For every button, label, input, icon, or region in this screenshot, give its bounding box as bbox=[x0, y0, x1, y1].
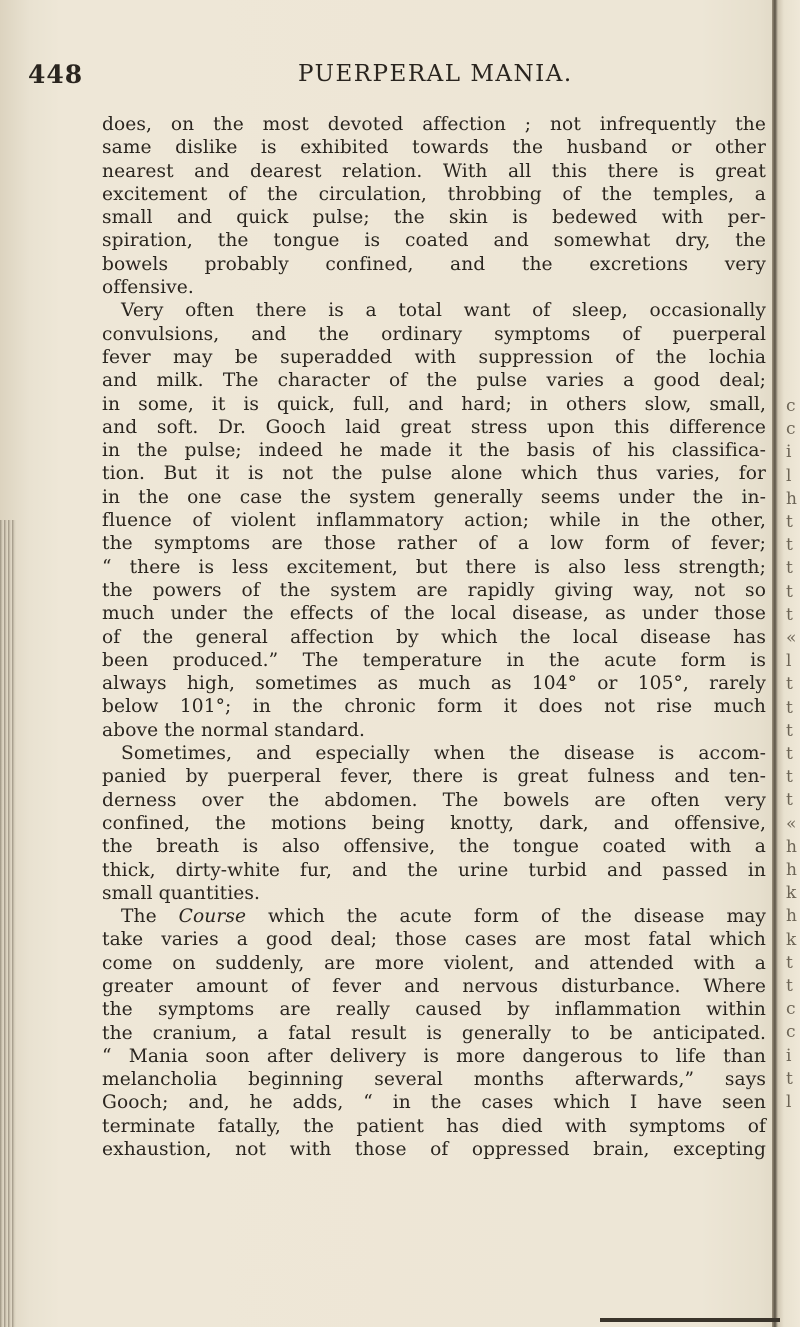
text-line: in the pulse; indeed he made it the basis of his classifica- bbox=[102, 440, 766, 462]
page-gutter bbox=[0, 520, 16, 1327]
text-line: been produced.” The temperature in the acute form is bbox=[102, 649, 766, 671]
text-line: the cranium, a fatal result is generally to be anticipated. bbox=[102, 1022, 766, 1044]
text-line: the breath is also offensive, the tongue coated with a bbox=[102, 836, 766, 858]
text-line: in some, it is quick, full, and hard; in others slow, small, bbox=[102, 393, 766, 415]
text-line: much under the effects of the local disease, as under those bbox=[102, 603, 766, 625]
page-number: 448 bbox=[28, 60, 84, 89]
running-head: PUERPERAL MANIA. bbox=[298, 61, 573, 87]
text-line: offensive. bbox=[102, 277, 194, 299]
text-line: Gooch; and, he adds, “ in the cases which I have seen bbox=[102, 1092, 766, 1114]
text-line: in the one case the system generally seems under the in- bbox=[102, 486, 766, 508]
text-line: same dislike is exhibited towards the husband or other bbox=[102, 137, 766, 159]
body-text bbox=[102, 113, 766, 1161]
text-line-course bbox=[102, 905, 766, 928]
text-line: nearest and dearest relation. With all this there is great bbox=[102, 160, 766, 182]
text-line: come on suddenly, are more violent, and attended with a bbox=[102, 952, 766, 974]
text-line: small and quick pulse; the skin is bedewed with per- bbox=[102, 207, 766, 229]
text-line: and milk. The character of the pulse varies a good deal; bbox=[102, 370, 766, 392]
text-line: fever may be superadded with suppression of the lochia bbox=[102, 346, 766, 368]
text-line: the powers of the system are rapidly giving way, not so bbox=[102, 579, 766, 601]
text-line: confined, the motions being knotty, dark, and offensive, bbox=[102, 812, 766, 834]
course-italic-word: Course bbox=[178, 906, 247, 928]
text-line: small quantities. bbox=[102, 882, 260, 904]
text-line: above the normal standard. bbox=[102, 719, 365, 741]
text-line: greater amount of fever and nervous disturbance. Where bbox=[102, 975, 766, 997]
text-line: thick, dirty-white fur, and the urine turbid and passed in bbox=[102, 859, 766, 881]
text-line: the symptoms are really caused by inflammation within bbox=[102, 999, 766, 1021]
text-line: below 101°; in the chronic form it does not rise much bbox=[102, 696, 766, 718]
text-line: terminate fatally, the patient has died with symptoms of bbox=[102, 1115, 766, 1137]
text-line: excitement of the circulation, throbbing of the temples, a bbox=[102, 183, 766, 205]
text-line: fluence of violent inflammatory action; while in the other, bbox=[102, 510, 766, 532]
text-line: take varies a good deal; those cases are most fatal which bbox=[102, 929, 766, 951]
page-bottom-rule bbox=[600, 1318, 780, 1322]
text-line: spiration, the tongue is coated and somewhat dry, the bbox=[102, 230, 766, 252]
text-line: Very often there is a total want of sleep, occasionally bbox=[121, 300, 766, 322]
facing-page-fragments: c c i l h t t t t t « l t t t t t t « h h k h k t t c c i t l bbox=[786, 396, 797, 1113]
text-line: exhaustion, not with those of oppressed brain, excepting bbox=[102, 1139, 766, 1161]
text-line: Sometimes, and especially when the disease is accom- bbox=[121, 743, 766, 765]
text-line: and soft. Dr. Gooch laid great stress upon this difference bbox=[102, 416, 766, 438]
text-line: tion. But it is not the pulse alone which thus varies, for bbox=[102, 463, 766, 485]
course-suffix: which the acute form of the disease may bbox=[246, 906, 766, 928]
course-prefix: The bbox=[121, 906, 179, 928]
page-header bbox=[28, 60, 768, 96]
text-line: panied by puerperal fever, there is great fulness and ten- bbox=[102, 766, 766, 788]
text-line: bowels probably confined, and the excretions very bbox=[102, 253, 766, 275]
text-line: the symptoms are those rather of a low form of fever; bbox=[102, 533, 766, 555]
text-line: derness over the abdomen. The bowels are often very bbox=[102, 789, 766, 811]
text-line: melancholia beginning several months afterwards,” says bbox=[102, 1069, 766, 1091]
text-line: “ Mania soon after delivery is more dangerous to life than bbox=[102, 1045, 766, 1067]
text-line: does, on the most devoted affection ; not infrequently the bbox=[102, 114, 766, 135]
text-line: “ there is less excitement, but there is also less strength; bbox=[102, 556, 766, 578]
text-line: of the general affection by which the local disease has bbox=[102, 626, 766, 648]
text-line: always high, sometimes as much as 104° or 105°, rarely bbox=[102, 673, 766, 695]
text-line: convulsions, and the ordinary symptoms of puerperal bbox=[102, 323, 766, 345]
